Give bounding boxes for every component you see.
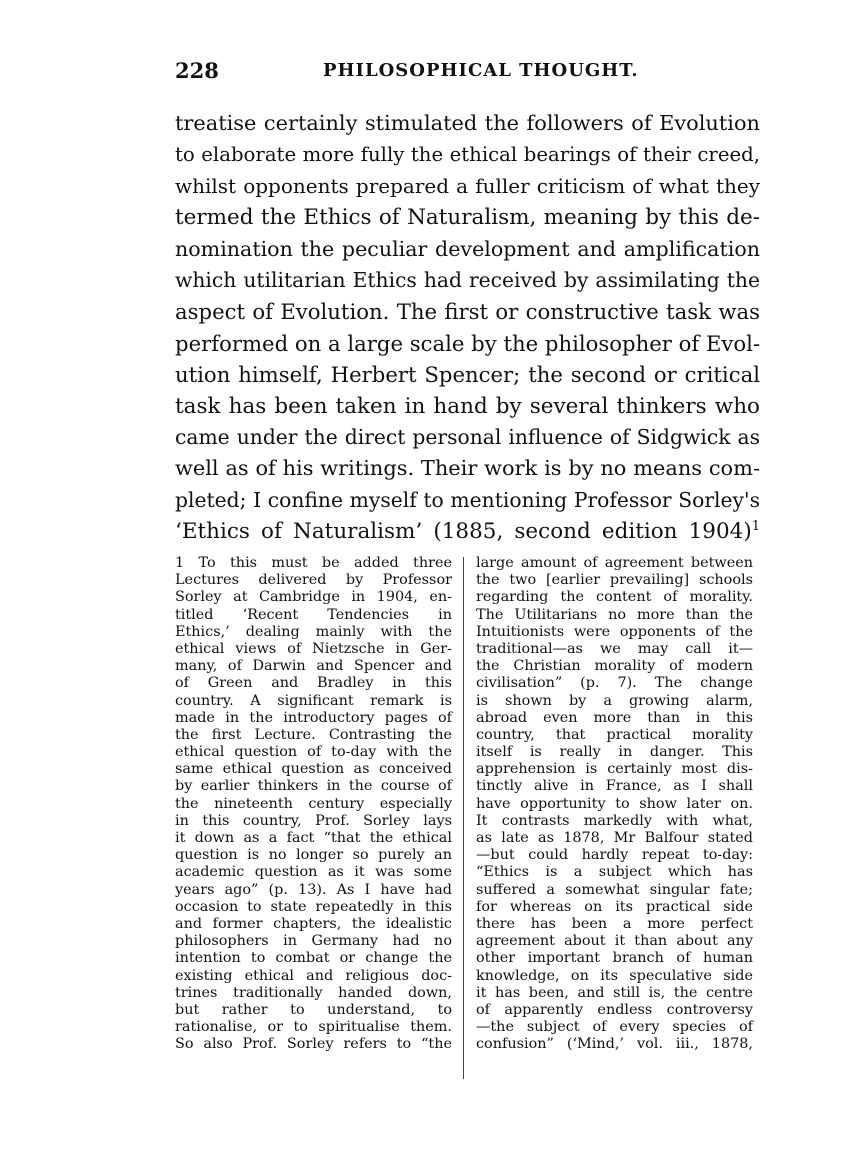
body-line: came under the direct personal influence of Sidgwick as bbox=[175, 424, 760, 449]
body-line: pleted; I confine myself to mentioning Professor Sorley's bbox=[175, 487, 760, 512]
body-line: treatise certainly stimulated the followers of Evolution bbox=[175, 111, 760, 135]
running-title: PHILOSOPHICAL THOUGHT. bbox=[323, 60, 639, 81]
footnote-line: “Ethics is a subject which has bbox=[476, 864, 753, 881]
footnote-line: it has been, and still is, the centre bbox=[476, 984, 753, 1001]
footnote-line: Sorley at Cambridge in 1904, en- bbox=[175, 589, 452, 606]
body-line: aspect of Evolution. The first or constructive task was bbox=[175, 299, 760, 325]
footnote-line: titled ‘Recent Tendencies in bbox=[175, 606, 452, 623]
column-divider bbox=[463, 557, 464, 1079]
footnote-line: large amount of agreement between bbox=[476, 555, 753, 571]
footnote-line: made in the introductory pages of bbox=[175, 709, 452, 726]
footnote-line: traditional—as we may call it— bbox=[476, 640, 753, 657]
body-line-last bbox=[175, 516, 760, 547]
footnote-line: of apparently endless controversy bbox=[476, 1001, 753, 1018]
footnote-line: The Utilitarians no more than the bbox=[476, 606, 753, 623]
footnote-line: Intuitionists were opponents of the bbox=[476, 623, 753, 640]
footnote-line: So also Prof. Sorley refers to “the bbox=[175, 1036, 452, 1053]
body-line: to elaborate more fully the ethical bearings of their creed, bbox=[175, 143, 760, 167]
body-line: task has been taken in hand by several thinkers who bbox=[175, 393, 760, 419]
footnote-line: confusion” (‘Mind,’ vol. iii., 1878, bbox=[476, 1036, 753, 1053]
footnote-line: regarding the content of morality. bbox=[476, 589, 753, 606]
footnote-line: itself is really in danger. This bbox=[476, 744, 753, 761]
footnote-column-right bbox=[476, 555, 753, 1053]
footnote-line: suffered a somewhat singular fate; bbox=[476, 881, 753, 898]
body-line: which utilitarian Ethics had received by assimilating the bbox=[175, 267, 760, 292]
footnote-line: intention to combat or change the bbox=[175, 950, 452, 967]
footnote-line: civilisation” (p. 7). The change bbox=[476, 675, 753, 692]
footnote-line: country. A significant remark is bbox=[175, 692, 452, 709]
footnote-line: trines traditionally handed down, bbox=[175, 984, 452, 1001]
footnote-line: there has been a more perfect bbox=[476, 915, 753, 932]
body-line: termed the Ethics of Naturalism, meaning by this de- bbox=[175, 205, 760, 231]
footnote-line: Ethics,’ dealing mainly with the bbox=[175, 623, 452, 640]
footnote-line: but rather to understand, to bbox=[175, 1001, 452, 1018]
body-line: ution himself, Herbert Spencer; the second or critical bbox=[175, 362, 760, 388]
footnote-line: apprehension is certainly most dis- bbox=[476, 761, 753, 778]
footnote-reference: 1 bbox=[751, 518, 760, 534]
page-number: 228 bbox=[175, 58, 219, 83]
footnote-line: knowledge, on its speculative side bbox=[476, 967, 753, 984]
footnote-line: abroad even more than in this bbox=[476, 709, 753, 726]
body-line-last-text: ‘Ethics of Naturalism’ (1885, second edition 1904) bbox=[175, 519, 752, 545]
footnote-line: question is no longer so purely an bbox=[175, 847, 452, 864]
footnote-line: the first Lecture. Contrasting the bbox=[175, 726, 452, 743]
footnote-line: tinctly alive in France, as I shall bbox=[476, 778, 753, 795]
footnote-line: Lectures delivered by Professor bbox=[175, 572, 452, 589]
footnote-line: agreement about it than about any bbox=[476, 933, 753, 950]
footnote-line: 1 To this must be added three bbox=[175, 555, 452, 571]
footnote-line: by earlier thinkers in the course of bbox=[175, 778, 452, 795]
footnote-line: and former chapters, the idealistic bbox=[175, 915, 452, 932]
body-text bbox=[175, 108, 760, 547]
footnote-line: ethical question of to-day with the bbox=[175, 744, 452, 761]
footnote-line: occasion to state repeatedly in this bbox=[175, 898, 452, 915]
footnote-line: It contrasts markedly with what, bbox=[476, 812, 753, 829]
footnote-line: the nineteenth century especially bbox=[175, 795, 452, 812]
footnote-line: other important branch of human bbox=[476, 950, 753, 967]
footnote-line: of Green and Bradley in this bbox=[175, 675, 452, 692]
footnote-line: in this country, Prof. Sorley lays bbox=[175, 812, 452, 829]
footnote-line: as late as 1878, Mr Balfour stated bbox=[476, 830, 753, 846]
footnote-line: many, of Darwin and Spencer and bbox=[175, 658, 452, 675]
footnote-line: country, that practical morality bbox=[476, 726, 753, 743]
footnotes bbox=[175, 555, 760, 1085]
footnote-line: ethical views of Nietzsche in Ger- bbox=[175, 640, 452, 657]
page-header bbox=[175, 58, 755, 90]
footnote-line: same ethical question as conceived bbox=[175, 761, 452, 778]
footnote-line: rationalise, or to spiritualise them. bbox=[175, 1019, 452, 1036]
footnote-line: the Christian morality of modern bbox=[476, 658, 753, 675]
body-line: well as of his writings. Their work is by no means com- bbox=[175, 456, 760, 481]
footnote-line: —but could hardly repeat to-day: bbox=[476, 847, 753, 864]
footnote-column-left bbox=[175, 555, 452, 1053]
footnote-line: academic question as it was some bbox=[175, 864, 452, 881]
footnote-line: for whereas on its practical side bbox=[476, 898, 753, 915]
body-line: nomination the peculiar development and amplification bbox=[175, 236, 760, 261]
footnote-line: philosophers in Germany had no bbox=[175, 933, 452, 950]
footnote-line: existing ethical and religious doc- bbox=[175, 967, 452, 984]
footnote-line: have opportunity to show later on. bbox=[476, 795, 753, 812]
footnote-line: —the subject of every species of bbox=[476, 1019, 753, 1036]
body-line: whilst opponents prepared a fuller criticism of what they bbox=[175, 173, 760, 198]
footnote-line: is shown by a growing alarm, bbox=[476, 692, 753, 709]
body-line: performed on a large scale by the philosopher of Evol- bbox=[175, 330, 761, 356]
footnote-line: it down as a fact “that the ethical bbox=[175, 830, 452, 846]
footnote-line: the two [earlier prevailing] schools bbox=[476, 572, 753, 589]
footnote-line: years ago” (p. 13). As I have had bbox=[175, 881, 452, 898]
